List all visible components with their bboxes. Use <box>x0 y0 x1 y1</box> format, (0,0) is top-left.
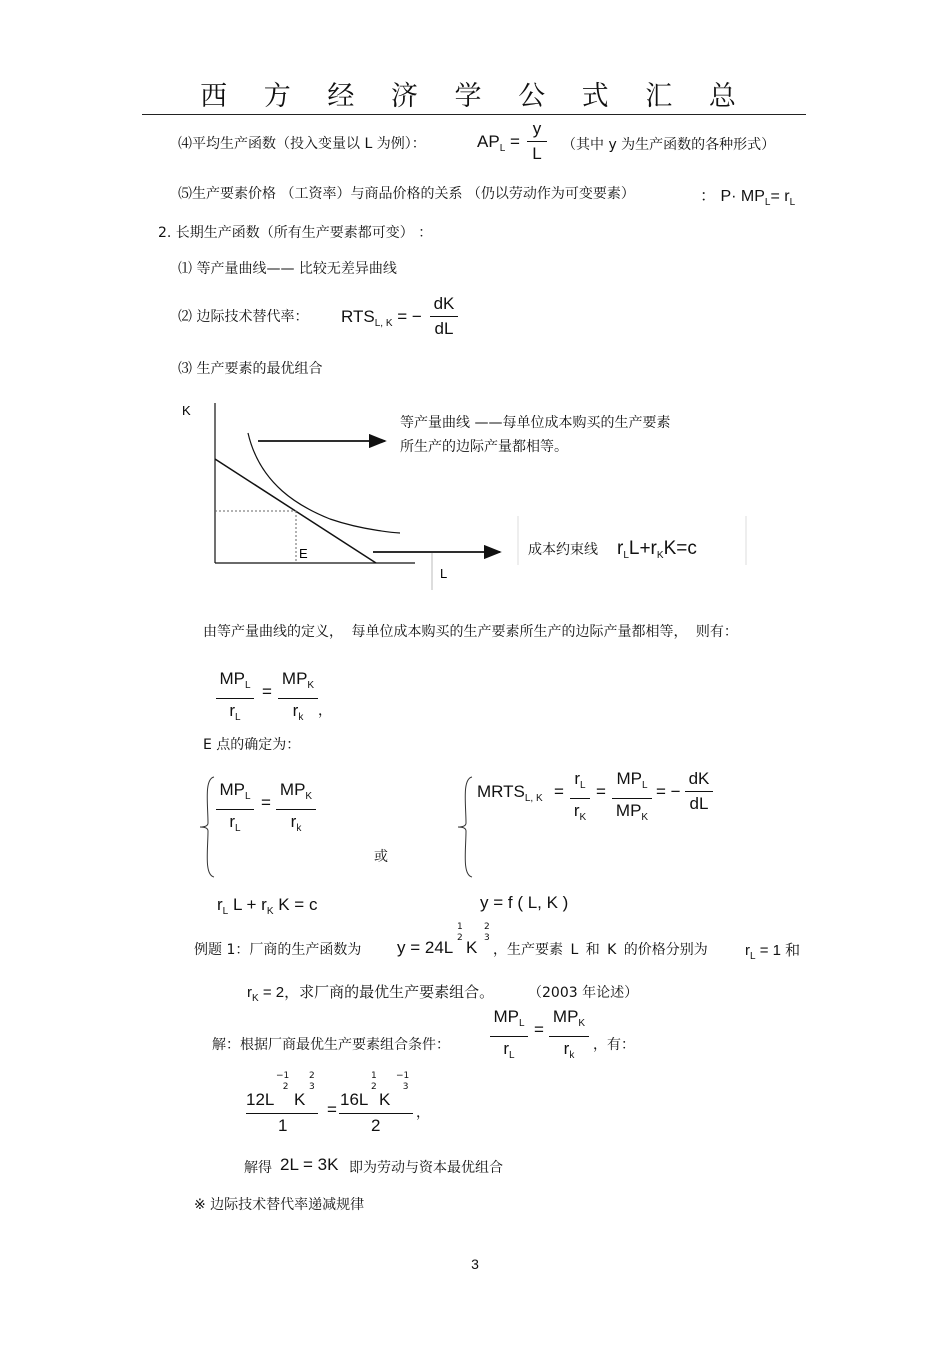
result-prefix: 解得 <box>244 1160 272 1176</box>
rts-symbol: RTS <box>341 307 375 326</box>
eq1-num2-sub: K <box>307 680 315 691</box>
exp1-den: 2 <box>457 933 463 943</box>
solution-fraction-2 <box>549 1006 589 1067</box>
sol-exp-r2-den: 3 <box>402 1082 409 1092</box>
sol-exp-r1-num: 1 <box>371 1071 377 1081</box>
ap-subscript: L <box>499 143 506 154</box>
right-brace <box>456 775 476 880</box>
item4-equals: = <box>509 132 520 151</box>
fraction-bar <box>527 141 547 142</box>
eq1-comma: ， <box>318 703 332 719</box>
item5-formula <box>700 183 795 208</box>
example-exp1 <box>457 922 463 944</box>
example-label: 例题 1：厂商的生产函数为 <box>194 942 362 958</box>
item5-colon: ： <box>700 188 717 205</box>
sys-left-num2: MP <box>279 780 306 799</box>
result-suffix: 即为劳动与资本最优组合 <box>349 1160 503 1176</box>
rk-sub: K <box>252 993 259 1004</box>
exp2-den: 3 <box>484 933 490 943</box>
sol-exp-r1 <box>371 1071 377 1093</box>
example-formula: y = 24L <box>397 938 454 957</box>
exp2-num: 2 <box>484 922 490 932</box>
sys-left-fraction-1 <box>216 779 254 840</box>
sol-right-bar <box>339 1113 413 1114</box>
solution-label: 解：根据厂商最优生产要素组合条件： <box>212 1037 450 1053</box>
sys-left-constraint <box>217 895 317 917</box>
sub1-text: ⑴ 等产量曲线—— 比较无差异曲线 <box>178 261 397 277</box>
rts-eq: = − <box>397 307 422 326</box>
sol-exp-l1 <box>276 1071 289 1093</box>
mrts-f1-den-sub: K <box>579 812 587 823</box>
rk-symbol: r <box>247 984 252 1001</box>
mrts-symbol: MRTS <box>477 782 525 801</box>
axis-l-label: L <box>440 566 448 581</box>
production-function-line: y = f ( L, K ) <box>480 893 569 912</box>
c-rl: r <box>217 895 223 914</box>
fraction-bar <box>612 798 652 799</box>
example-rl <box>745 939 800 962</box>
rk-value: = 2，求厂商的最优生产要素组合。 <box>262 984 495 1001</box>
example-rk <box>247 981 494 1004</box>
rl-value: = 1 和 <box>759 942 801 959</box>
point-e-label: E <box>299 546 308 561</box>
rts-subscript: L, K <box>374 318 393 329</box>
mrts-subscript: L, K <box>524 793 543 804</box>
eq1-left-fraction <box>216 668 254 729</box>
eq1-num1: MP <box>219 669 245 688</box>
sol-comma: ， <box>416 1105 430 1121</box>
sol-exp-r2-sign: − <box>396 1071 404 1081</box>
fraction-bar <box>570 798 590 799</box>
example-exp2 <box>484 922 490 944</box>
fraction-bar <box>685 791 713 792</box>
sol-exp-l1-den: 2 <box>282 1082 289 1092</box>
result-formula: 2L = 3K <box>280 1155 339 1174</box>
eq1-num2: MP <box>281 669 308 688</box>
rts-fraction <box>430 293 458 340</box>
left-brace <box>198 775 218 880</box>
cost-constraint-label: 成本约束线 <box>528 542 598 558</box>
fraction-bar <box>549 1036 589 1037</box>
item5-sub2: L <box>789 197 796 208</box>
title-divider <box>142 114 806 115</box>
fraction-bar <box>276 809 316 810</box>
rts-den: dL <box>434 319 454 338</box>
sol-k-left: K <box>294 1090 306 1109</box>
mrts-f2-num: MP <box>616 769 642 788</box>
eq1-den2-sub: k <box>298 712 304 723</box>
sol-num-right: 16L <box>340 1090 369 1109</box>
sol-num2-sub: K <box>578 1018 586 1029</box>
cost-sub-l: L <box>623 550 629 561</box>
example-tail: ，生产要素 L 和 K 的价格分别为 <box>493 942 708 958</box>
item4-text: ⑷平均生产函数（投入变量以 L 为例）： <box>178 136 426 152</box>
sys-left-num1: MP <box>219 780 245 799</box>
sol-exp-r1-den: 2 <box>371 1082 377 1092</box>
sol-den2: r <box>563 1039 570 1058</box>
sol-den1: r <box>503 1039 510 1058</box>
fraction-bar <box>216 698 254 699</box>
mrts-f2-num-sub: L <box>641 780 648 791</box>
cost-sub-k: K <box>656 550 664 561</box>
c-end: K = c <box>278 895 318 914</box>
sys-left-equals: = <box>261 793 271 812</box>
fraction-bar <box>490 1036 528 1037</box>
example-k: K <box>466 938 478 957</box>
axis-k-label: K <box>182 403 191 418</box>
item5-text: ⑸生产要素价格 （工资率）与商品价格的关系 （仍以劳动作为可变要素） <box>178 186 635 202</box>
sys-left-fraction-2 <box>276 779 316 840</box>
mrts-f2-den: MP <box>615 801 642 820</box>
mrts-equals: = <box>554 782 564 801</box>
c-sub1: L <box>222 906 229 917</box>
item5-eq: = r <box>770 188 790 205</box>
mrts-fraction-3 <box>685 768 713 815</box>
mrts-f1-num-sub: L <box>580 780 586 791</box>
cost-mid: L+r <box>628 538 657 559</box>
mrts-f2-den-sub: K <box>641 812 649 823</box>
fraction-bar <box>216 809 254 810</box>
eq1-den2: r <box>292 701 299 720</box>
page-title: 西 方 经 济 学 公 式 汇 总 <box>200 81 750 112</box>
sol-den2-sub: k <box>569 1050 575 1061</box>
item5-pmp: P· MP <box>720 188 765 205</box>
sol-k-right: K <box>379 1090 391 1109</box>
eq1-den1-sub: L <box>235 712 241 723</box>
sol-exp-l2-num: 2 <box>309 1071 315 1081</box>
section-2-heading: 2. 长期生产函数（所有生产要素都可变） ： <box>158 225 433 241</box>
diagram-annotation-1: 等产量曲线 ——每单位成本购买的生产要素 <box>400 415 671 431</box>
example-year: （2003 年论述） <box>528 985 639 1001</box>
eq1-num1-sub: L <box>244 680 251 691</box>
mrts-f3-den: dL <box>689 794 709 813</box>
item4-note: （其中 y 为生产函数的各种形式） <box>562 137 776 153</box>
sol-left-bar <box>246 1113 318 1114</box>
item4-num: y <box>532 119 542 138</box>
mrts-equals-3: = − <box>656 782 681 801</box>
sol-num1: MP <box>493 1007 519 1026</box>
sol-den-right: 2 <box>371 1116 381 1135</box>
fraction-bar <box>278 698 318 699</box>
solution-fraction-1 <box>490 1006 528 1067</box>
or-connector: 或 <box>374 849 388 865</box>
sys-left-num2-sub: K <box>305 791 313 802</box>
sol-exp-l2-den: 3 <box>309 1082 315 1092</box>
sol-exp-l1-num: 1 <box>283 1071 290 1081</box>
sol-exp-r2 <box>396 1071 409 1093</box>
item4-fraction <box>527 118 547 165</box>
rts-formula <box>341 307 422 329</box>
fraction-bar <box>430 316 458 317</box>
sys-left-den2-sub: k <box>296 823 302 834</box>
sub3-text: ⑶ 生产要素的最优组合 <box>178 361 323 377</box>
sys-left-den1-sub: L <box>235 823 241 834</box>
cost-end: K=c <box>663 538 697 559</box>
item4-lhs <box>477 132 520 154</box>
diagram-annotation-2: 所生产的边际产量都相等。 <box>400 439 568 455</box>
sol-exp-l1-sign: − <box>276 1071 284 1081</box>
eq1-equals: = <box>262 682 272 701</box>
page-number: 3 <box>471 1256 479 1272</box>
mrts-f3-num: dK <box>688 769 710 788</box>
solution-have: ，有： <box>593 1037 635 1053</box>
mrts-fraction-1 <box>570 768 590 829</box>
ap-symbol: AP <box>477 132 500 151</box>
rts-num: dK <box>433 294 455 313</box>
c-sub2: K <box>266 906 274 917</box>
isoquant-curve <box>248 433 400 533</box>
sol-num-left: 12L <box>246 1090 275 1109</box>
mrts-equals-2: = <box>596 782 606 801</box>
solution-equals: = <box>534 1020 544 1039</box>
mrts-lhs <box>477 782 543 804</box>
sys-left-num1-sub: L <box>244 791 251 802</box>
sol-num2: MP <box>552 1007 579 1026</box>
sub2-text: ⑵ 边际技术替代率： <box>178 309 309 325</box>
sol-num1-sub: L <box>518 1018 525 1029</box>
eq1-den1: r <box>229 701 236 720</box>
cost-rl: r <box>617 538 624 559</box>
sol-den-left: 1 <box>278 1116 288 1135</box>
diminishing-note: ※ 边际技术替代率递减规律 <box>194 1197 365 1213</box>
exp1-num: 1 <box>457 922 463 932</box>
mrts-f1-num: r <box>574 769 581 788</box>
rl-sub: L <box>750 951 756 962</box>
rl-symbol: r <box>745 942 750 959</box>
sol-equals: = <box>327 1100 337 1119</box>
sys-left-den2: r <box>290 812 297 831</box>
c-mid: L + r <box>232 895 267 914</box>
sys-left-den1: r <box>229 812 236 831</box>
eq1-right-fraction <box>278 668 318 729</box>
sol-exp-l2 <box>309 1071 315 1093</box>
definition-paragraph: 由等产量曲线的定义， 每单位成本购买的生产要素所生产的边际产量都相等， 则有： <box>203 624 738 640</box>
cost-constraint-formula <box>617 538 697 561</box>
item5-sub1: L <box>764 197 771 208</box>
e-point-text: E 点的确定为： <box>203 737 301 753</box>
mrts-f1-den: r <box>573 801 580 820</box>
item4-den: L <box>532 144 542 163</box>
sol-den1-sub: L <box>509 1050 515 1061</box>
sol-exp-r2-num: 1 <box>403 1071 410 1081</box>
mrts-fraction-2 <box>612 768 652 829</box>
